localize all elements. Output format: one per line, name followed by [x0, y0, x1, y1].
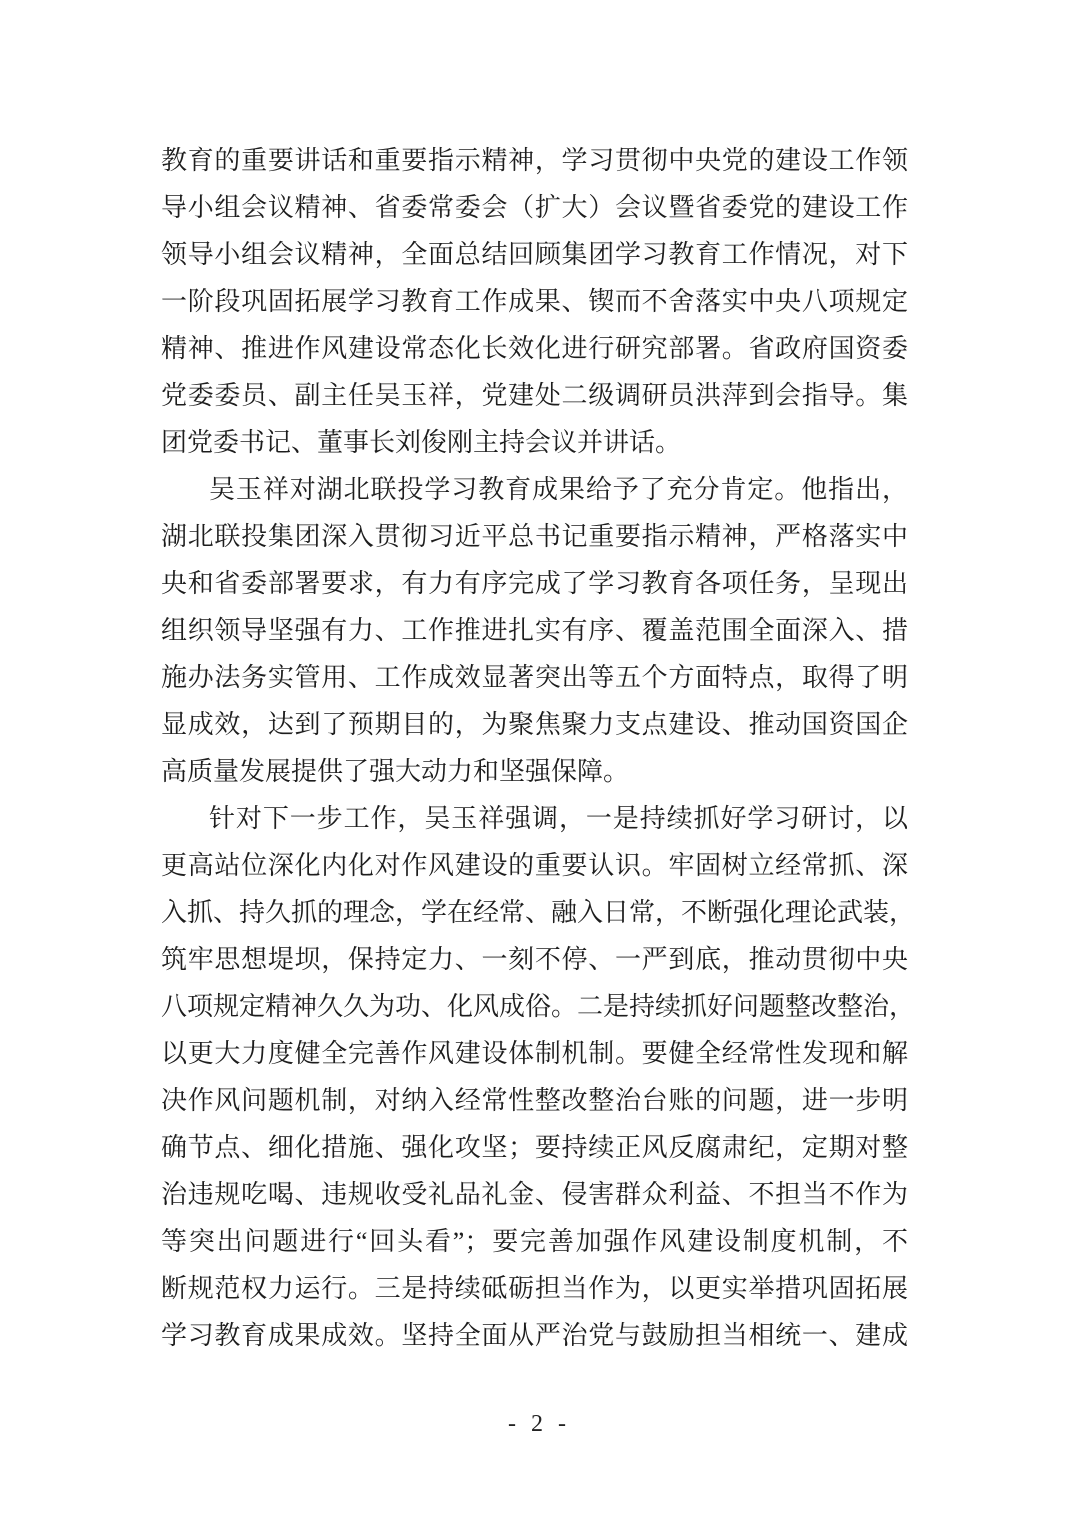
- text-line: 领导小组会议精神，全面总结回顾集团学习教育工作情况，对下: [161, 240, 908, 269]
- text-line: 学习教育成果成效。坚持全面从严治党与鼓励担当相统一、建成: [161, 1321, 908, 1350]
- text-line: 更高站位深化内化对作风建设的重要认识。牢固树立经常抓、深: [161, 851, 908, 880]
- text-line: 治违规吃喝、违规收受礼品礼金、侵害群众利益、不担当不作为: [161, 1180, 908, 1209]
- text-line: 断规范权力运行。三是持续砥砺担当作为，以更实举措巩固拓展: [161, 1274, 908, 1303]
- text-line: 针对下一步工作，吴玉祥强调，一是持续抓好学习研讨，以: [209, 804, 908, 833]
- text-line: 显成效，达到了预期目的，为聚焦聚力支点建设、推动国资国企: [161, 710, 908, 739]
- page-number: - 2 -: [508, 1411, 566, 1437]
- text-line: 决作风问题机制，对纳入经常性整改整治台账的问题，进一步明: [161, 1086, 908, 1115]
- text-line: 央和省委部署要求，有力有序完成了学习教育各项任务，呈现出: [161, 569, 908, 598]
- text-line: 吴玉祥对湖北联投学习教育成果给予了充分肯定。他指出，: [209, 475, 908, 504]
- text-line: 组织领导坚强有力、工作推进扎实有序、覆盖范围全面深入、措: [161, 616, 908, 645]
- text-line: 团党委书记、董事长刘俊刚主持会议并讲话。: [161, 428, 682, 457]
- text-line: 筑牢思想堤坝，保持定力、一刻不停、一严到底，推动贯彻中央: [161, 945, 908, 974]
- text-line: 导小组会议精神、省委常委会（扩大）会议暨省委党的建设工作: [161, 193, 908, 222]
- text-line: 等突出问题进行“回头看”；要完善加强作风建设制度机制，不: [161, 1227, 908, 1256]
- body-text-block: [161, 137, 916, 1359]
- text-line: 教育的重要讲话和重要指示精神，学习贯彻中央党的建设工作领: [161, 146, 908, 175]
- text-line: 以更大力度健全完善作风建设体制机制。要健全经常性发现和解: [161, 1039, 908, 1068]
- text-line: 党委委员、副主任吴玉祥，党建处二级调研员洪萍到会指导。集: [161, 381, 908, 410]
- text-line: 一阶段巩固拓展学习教育工作成果、锲而不舍落实中央八项规定: [161, 287, 908, 316]
- text-line: 确节点、细化措施、强化攻坚；要持续正风反腐肃纪，定期对整: [161, 1133, 908, 1162]
- text-line: 施办法务实管用、工作成效显著突出等五个方面特点，取得了明: [161, 663, 908, 692]
- text-line: 湖北联投集团深入贯彻习近平总书记重要指示精神，严格落实中: [161, 522, 908, 551]
- text-line: 高质量发展提供了强大动力和坚强保障。: [161, 757, 630, 786]
- text-line: 精神、推进作风建设常态化长效化进行研究部署。省政府国资委: [161, 334, 908, 363]
- text-line: 入抓、持久抓的理念，学在经常、融入日常，不断强化理论武装，: [161, 898, 916, 927]
- text-line: 八项规定精神久久为功、化风成俗。二是持续抓好问题整改整治，: [161, 992, 916, 1021]
